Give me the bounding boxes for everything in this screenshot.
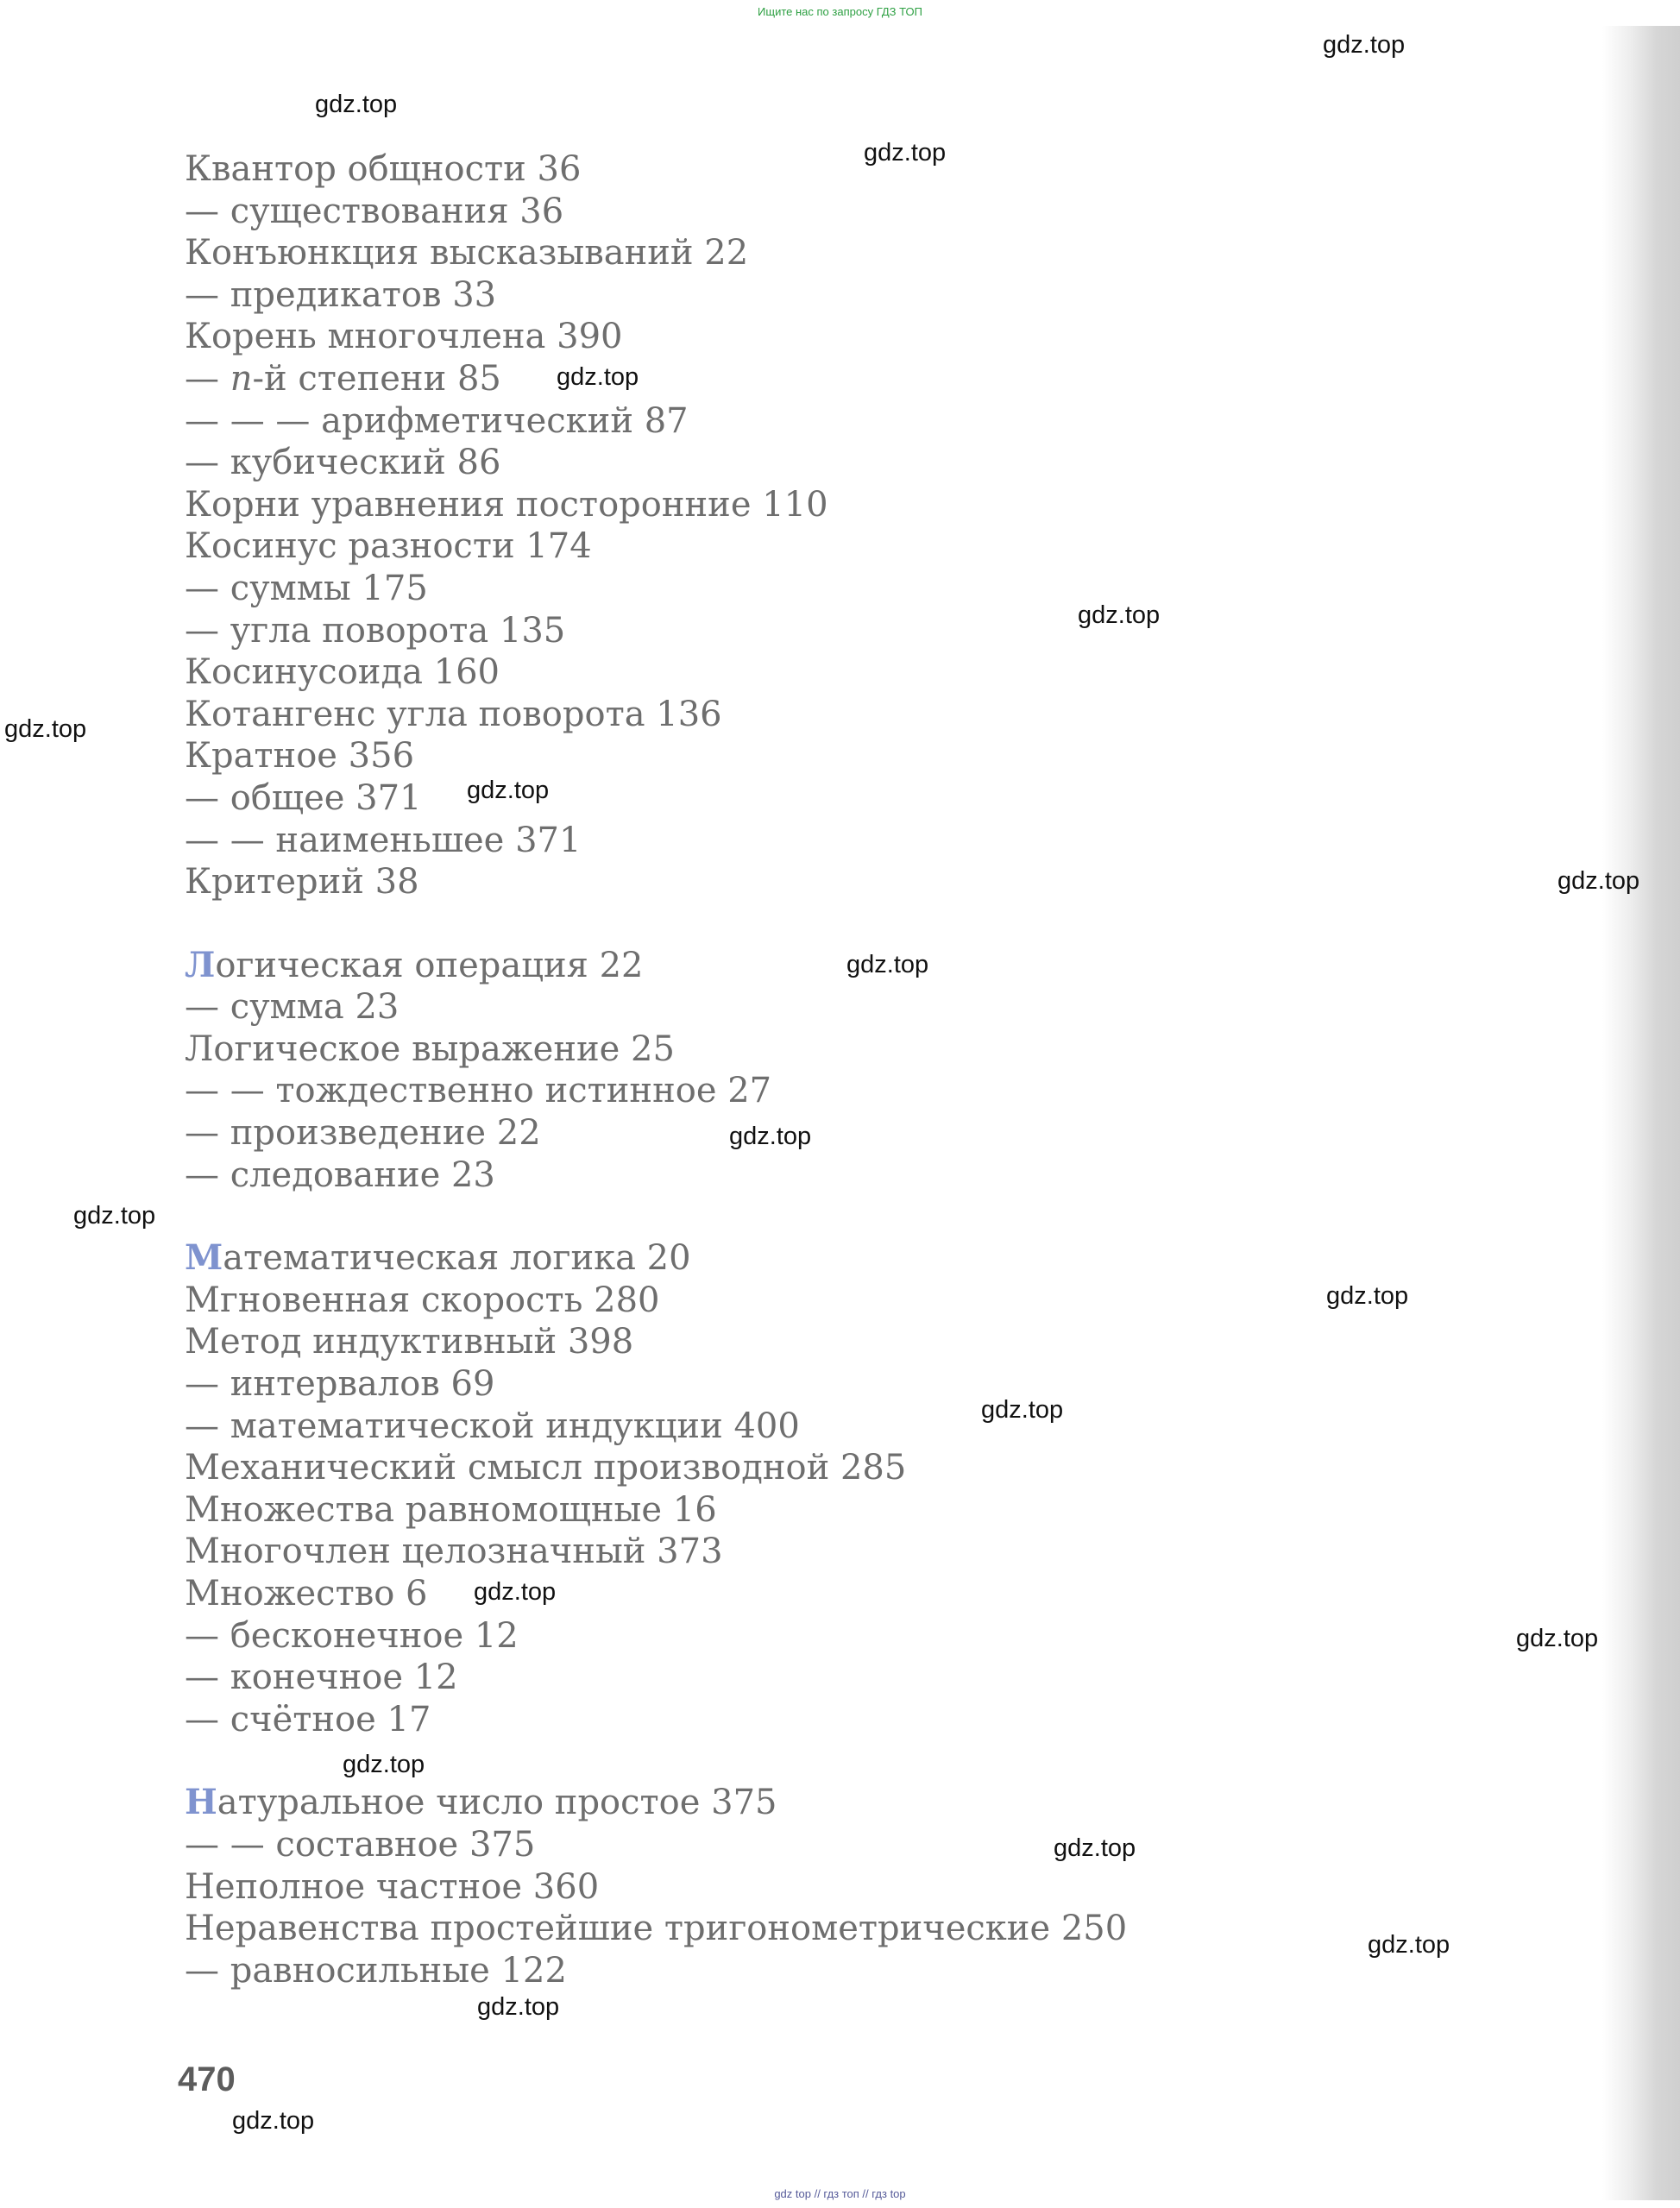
entry-italic-symbol: n (230, 358, 253, 399)
watermark: gdz.top (467, 777, 550, 804)
entry-text: атуральное число простое 375 (217, 1783, 777, 1823)
index-entry (185, 191, 1127, 233)
entry-text: Котангенс угла поворота 136 (185, 694, 722, 734)
index-entry (185, 1280, 1127, 1322)
entry-prefix: — (185, 358, 230, 399)
entry-text: Неполное частное 360 (185, 1866, 600, 1907)
index-entry (185, 148, 1127, 191)
bottom-banner: gdz top // гдз топ // гдз top (774, 2187, 906, 2200)
watermark: gdz.top (1054, 1834, 1136, 1862)
entry-text: — сумма 23 (185, 987, 400, 1028)
entry-text: Метод индуктивный 398 (185, 1322, 634, 1362)
entry-text: Механический смысл производной 285 (185, 1448, 907, 1488)
entry-text: Неравенства простейшие тригонометрические 250 (185, 1909, 1128, 1949)
entry-text: Множества равномощные 16 (185, 1489, 717, 1530)
entry-text: — — — арифметический 87 (185, 400, 689, 441)
entry-text: Косинус разности 174 (185, 526, 592, 567)
index-entry (185, 1321, 1127, 1363)
index-entry (185, 484, 1127, 526)
entry-text: -й степени 85 (252, 358, 501, 399)
watermark: gdz.top (1368, 1931, 1450, 1959)
page-edge-shadow (1602, 26, 1680, 2200)
index-entry (185, 1154, 1127, 1197)
index-entry (185, 525, 1127, 568)
index-entry (185, 1112, 1127, 1154)
watermark: gdz.top (4, 715, 87, 743)
entry-text: Многочлен целозначный 373 (185, 1532, 723, 1572)
entry-text: — существования 36 (185, 191, 564, 231)
entry-text: атематическая логика 20 (223, 1238, 691, 1279)
section-initial-letter: Н (185, 1782, 217, 1823)
entry-text: — кубический 86 (185, 443, 501, 483)
entry-text: — — наименьшее 371 (185, 820, 582, 860)
watermark: gdz.top (1326, 1282, 1409, 1310)
index-entry (185, 1866, 1127, 1909)
watermark: gdz.top (474, 1578, 557, 1606)
index-entry (185, 1237, 1127, 1280)
watermark: gdz.top (315, 91, 398, 118)
index-entry (185, 568, 1127, 610)
index-entry (185, 820, 1127, 862)
index-entry (185, 1699, 1127, 1741)
watermark: gdz.top (557, 363, 639, 391)
watermark: gdz.top (343, 1751, 425, 1778)
watermark: gdz.top (73, 1202, 156, 1230)
entry-text: — интервалов 69 (185, 1364, 495, 1405)
entry-text: — — составное 375 (185, 1824, 536, 1865)
entry-text: — равносильные 122 (185, 1950, 567, 1991)
index-entry (185, 1615, 1127, 1658)
index-entry (185, 1070, 1127, 1112)
watermark: gdz.top (1516, 1625, 1599, 1652)
entry-text: — математической индукции 400 (185, 1406, 800, 1446)
entry-text: Конъюнкция высказываний 22 (185, 233, 749, 274)
index-entry (185, 400, 1127, 443)
entry-text: Логическое выражение 25 (185, 1029, 675, 1069)
index-entry (185, 1824, 1127, 1866)
index-entry (185, 694, 1127, 736)
entry-text: — угла поворота 135 (185, 610, 566, 651)
watermark: gdz.top (477, 1993, 560, 2021)
entry-text: Косинусоида 160 (185, 652, 500, 693)
entry-text: — конечное 12 (185, 1658, 458, 1698)
index-entry (185, 1782, 1127, 1824)
index-entry (185, 1908, 1127, 1950)
index-entry (185, 945, 1127, 987)
index-entry (185, 316, 1127, 358)
entry-text: Кратное 356 (185, 736, 415, 777)
watermark: gdz.top (1078, 601, 1161, 629)
index-entry (185, 735, 1127, 777)
entry-text: Корень многочлена 390 (185, 317, 623, 357)
entry-text: — бесконечное 12 (185, 1615, 519, 1656)
entry-text: Множество 6 (185, 1574, 428, 1614)
entry-text: — суммы 175 (185, 568, 428, 608)
entry-text: — общее 371 (185, 777, 422, 818)
watermark: gdz.top (981, 1396, 1064, 1424)
index-entry (185, 861, 1127, 903)
index-entry (185, 777, 1127, 820)
entry-text: Мгновенная скорость 280 (185, 1280, 660, 1320)
index-entry (185, 1573, 1127, 1615)
entry-text: Корни уравнения посторонние 110 (185, 484, 828, 525)
entry-text: — счётное 17 (185, 1699, 431, 1739)
entry-text: огическая операция 22 (215, 945, 644, 985)
index-entry (185, 1531, 1127, 1573)
index-entry (185, 986, 1127, 1029)
watermark: gdz.top (1557, 867, 1640, 895)
entry-text: — предикатов 33 (185, 274, 497, 315)
top-banner: Ищите нас по запросу ГДЗ ТОП (758, 5, 922, 18)
index-entry (185, 274, 1127, 317)
index-entry (185, 1950, 1127, 1992)
watermark: gdz.top (1323, 31, 1406, 59)
index-entry (185, 1447, 1127, 1489)
page-number: 470 (178, 2060, 236, 2098)
index-entry (185, 1657, 1127, 1699)
entry-text: Квантор общности 36 (185, 149, 582, 189)
index-entry (185, 358, 1127, 400)
index-entry (185, 1029, 1127, 1071)
index-entry (185, 442, 1127, 484)
entry-text: — произведение 22 (185, 1113, 541, 1154)
section-initial-letter: Л (185, 944, 216, 985)
entry-text: Критерий 38 (185, 862, 419, 903)
index-entry (185, 232, 1127, 274)
watermark: gdz.top (232, 2107, 315, 2135)
section-initial-letter: М (185, 1237, 223, 1279)
index-entry (185, 651, 1127, 694)
entry-text: — — тождественно истинное 27 (185, 1071, 772, 1111)
index-entry (185, 1489, 1127, 1532)
index-list (185, 148, 1127, 1991)
index-entry (185, 610, 1127, 652)
watermark: gdz.top (864, 139, 947, 167)
entry-text: — следование 23 (185, 1154, 495, 1195)
watermark: gdz.top (729, 1123, 812, 1150)
watermark: gdz.top (846, 951, 929, 978)
